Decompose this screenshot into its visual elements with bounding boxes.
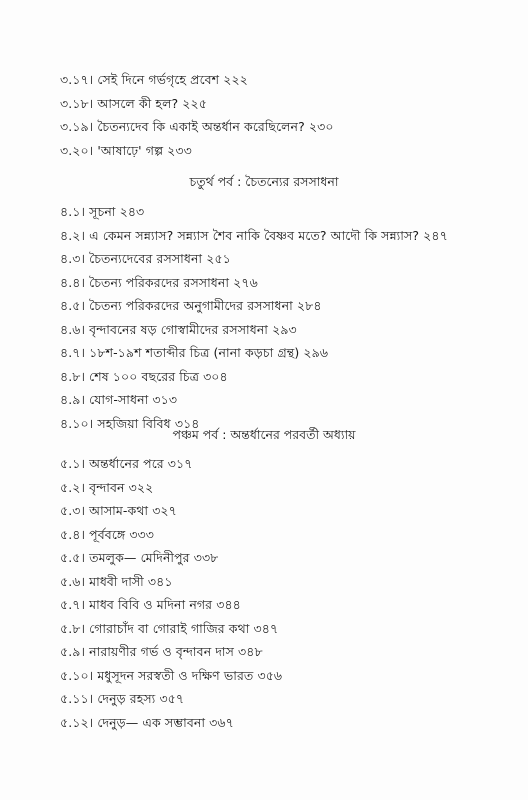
toc-entry: ৩.১৯। চৈতন্যদেব কি একাই অন্তর্ধান করেছিলেন? ২৩০: [60, 119, 334, 134]
toc-entry: ৪.১। সূচনা ২৪৩: [60, 204, 145, 219]
toc-entry: ৪.৪। চৈতন্য পরিকরদের রসসাধনা ২৭৬: [60, 274, 258, 290]
toc-entry: ৪.৯। যোগ-সাধনা ৩১৩: [60, 392, 178, 407]
toc-entry: ৫.৫। তমলুক— মেদিনীপুর ৩৩৮: [60, 550, 219, 565]
section-4-heading: চতুর্থ পর্ব : চৈতন্যের রসসাধনা: [189, 174, 339, 189]
toc-entry: ৩.২০। 'আষাঢ়ে' গল্প ২৩৩: [60, 142, 192, 158]
toc-entry: ৪.৮। শেষ ১০০ বছরের চিত্র ৩০৪: [60, 368, 228, 384]
toc-entry: ৫.৯। নারায়ণীর গর্ভ ও বৃন্দাবন দাস ৩৪৮: [60, 644, 263, 659]
toc-entry: ৫.২। বৃন্দাবন ৩২২: [60, 479, 154, 495]
toc-entry: ৫.৪। পূর্ববঙ্গে ৩৩৩: [60, 526, 155, 542]
section-4-entries: [60, 200, 510, 435]
section-3-entries: [60, 68, 510, 162]
toc-entry: ৩.১৮। আসলে কী হল? ২২৫: [60, 95, 207, 111]
toc-entry: ৪.১০। সহজিয়া বিবিধ ৩১৪: [60, 415, 200, 431]
toc-entry: ৪.৬। বৃন্দাবনের ষড় গোস্বামীদের রসসাধনা ২৯৩: [60, 321, 297, 337]
toc-entry: ৪.২। এ কেমন সন্ন্যাস? সন্ন্যাস শৈব নাকি বৈষ্ণব মতে? আদৌ কি সন্ন্যাস? ২৪৭: [60, 227, 448, 243]
toc-entry: ৪.৫। চৈতন্য পরিকরদের অনুগামীদের রসসাধনা ২৮৪: [60, 298, 322, 313]
toc-entry: ৪.৩। চৈতন্যদেবের রসসাধনা ২৫১: [60, 251, 231, 266]
toc-entry: ৫.১। অন্তর্ধানের পরে ৩১৭: [60, 456, 193, 471]
toc-entry: ৫.৩। আসাম-কথা ৩২৭: [60, 503, 177, 518]
toc-entry: ৩.১৭। সেই দিনে গর্ভগৃহে প্রবেশ ২২২: [60, 72, 248, 87]
section-5-entries: [60, 452, 510, 734]
section-5-heading: পঞ্চম পর্ব : অন্তর্ধানের পরবর্তী অধ্যায়: [172, 427, 356, 442]
toc-entry: ৫.১০। মধুসূদন সরস্বতী ও দক্ষিণ ভারত ৩৫৬: [60, 667, 283, 683]
toc-entry: ৫.১২। দেনুড়— এক সম্ভাবনা ৩৬৭: [60, 714, 234, 730]
toc-entry: ৫.৬। মাধবী দাসী ৩৪১: [60, 573, 173, 589]
toc-entry: ৫.৮। গোরাচাঁদ বা গোরাই গাজির কথা ৩৪৭: [60, 620, 279, 636]
toc-entry: ৪.৭। ১৮শ-১৯শ শতাব্দীর চিত্র (নানা কড়চা গ্রন্থ) ২৯৬: [60, 345, 329, 360]
toc-entry: ৫.৭। মাধব বিবি ও মদিনা নগর ৩৪৪: [60, 597, 241, 612]
toc-entry: ৫.১১। দেনুড় রহস্য ৩৫৭: [60, 691, 185, 706]
